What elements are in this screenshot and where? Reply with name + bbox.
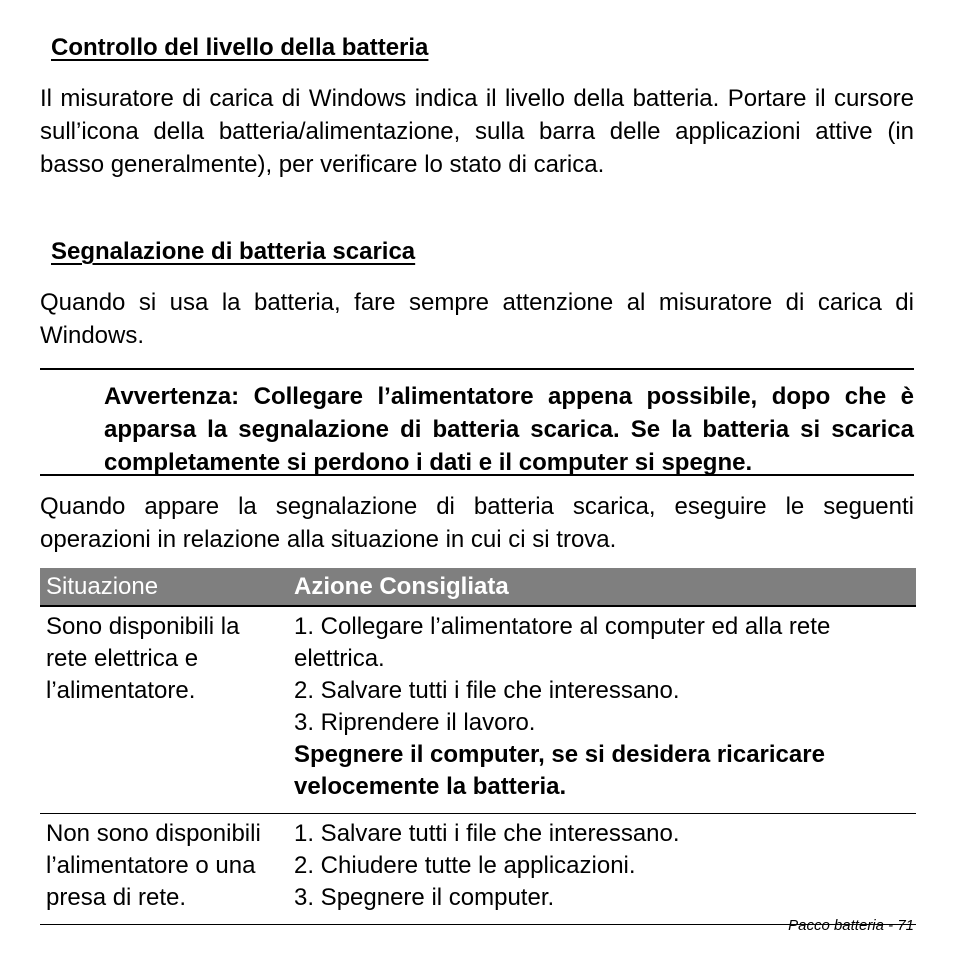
page-footer: Pacco batteria - 71 xyxy=(788,917,914,934)
section-heading-battery-level: Controllo del livello della batteria xyxy=(51,34,429,61)
table-row xyxy=(40,814,916,925)
action-step: 1. Collegare l’alimentatore al computer ed alla rete elettrica. xyxy=(294,613,831,672)
action-cell xyxy=(288,606,916,814)
table-header-action: Azione Consigliata xyxy=(288,568,916,606)
action-note: Spegnere il computer, se si desidera ricaricare velocemente la batteria. xyxy=(294,741,825,800)
action-table xyxy=(40,568,916,925)
situation-cell: Sono disponibili la rete elettrica e l’alimentatore. xyxy=(40,606,288,814)
action-steps xyxy=(294,818,910,914)
section-heading-low-battery: Segnalazione di batteria scarica xyxy=(51,238,416,265)
action-steps xyxy=(294,611,910,739)
table-header-situation: Situazione xyxy=(40,568,288,606)
action-step: 2. Chiudere tutte le applicazioni. xyxy=(294,852,636,879)
action-step: 3. Spegnere il computer. xyxy=(294,884,555,911)
battery-level-paragraph: Il misuratore di carica di Windows indica il livello della batteria. Portare il cursore sull’icona della batteria/alimentazione, sulla barra delle applicazioni attive (in basso generalmente), per verificare lo stato di carica. xyxy=(40,85,914,178)
low-battery-paragraph: Quando si usa la batteria, fare sempre attenzione al misuratore di carica di Windows. xyxy=(40,289,914,349)
action-step: 3. Riprendere il lavoro. xyxy=(294,709,536,736)
warning-box xyxy=(40,368,914,476)
intro-paragraph: Quando appare la segnalazione di batteria scarica, eseguire le seguenti operazioni in relazione alla situazione in cui ci si trova. xyxy=(40,493,914,553)
action-cell xyxy=(288,814,916,925)
table-row xyxy=(40,606,916,814)
situation-cell: Non sono disponibili l’alimentatore o una presa di rete. xyxy=(40,814,288,925)
warning-text: Avvertenza: Collegare l’alimentatore appena possibile, dopo che è apparsa la segnalazione di batteria scarica. Se la batteria si scarica completamente si perdono i dati e il computer si spegne. xyxy=(104,383,914,476)
action-step: 1. Salvare tutti i file che interessano. xyxy=(294,820,680,847)
table-header-row xyxy=(40,568,916,606)
action-step: 2. Salvare tutti i file che interessano. xyxy=(294,677,680,704)
